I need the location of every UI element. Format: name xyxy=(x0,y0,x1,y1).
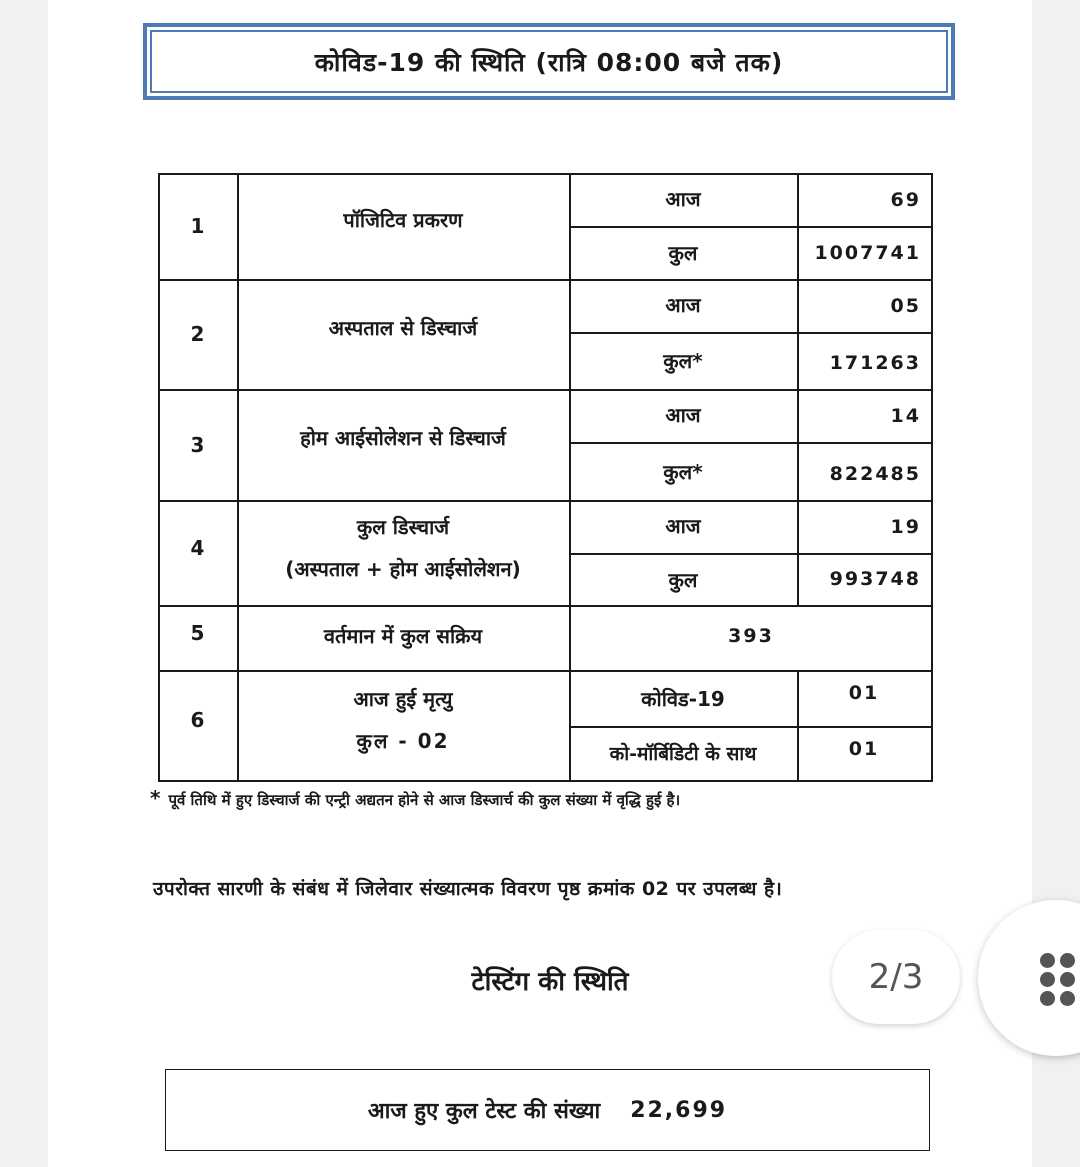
tests-label: आज हुए कुल टेस्ट की संख्या xyxy=(367,1099,601,1124)
row-5-label: वर्तमान में कुल सक्रिय xyxy=(323,623,483,648)
row-4-label-line1: कुल डिस्चार्ज xyxy=(356,514,450,539)
row-4-total-value: 993748 xyxy=(829,568,921,590)
row-1-total-value: 1007741 xyxy=(814,241,921,264)
row-2-label: अस्पताल से डिस्चार्ज xyxy=(328,315,478,340)
row-2-today-value: 05 xyxy=(890,294,921,317)
row-4-sno: 4 xyxy=(190,535,205,560)
row-1-label: पॉजिटिव प्रकरण xyxy=(343,207,463,232)
row-1-total-label: कुल xyxy=(668,241,698,265)
row-6-sno: 6 xyxy=(190,708,205,732)
row-2-total-value: 171263 xyxy=(829,352,921,374)
page-title: कोविड-19 की स्थिति (रात्रि 08:00 बजे तक) xyxy=(150,30,948,93)
row-4-label-line2: (अस्पताल + होम आईसोलेशन) xyxy=(285,556,521,581)
row-3-total-label: कुल* xyxy=(663,459,703,484)
row-4-today-label: आज xyxy=(665,513,701,538)
row-3-today-label: आज xyxy=(665,402,701,427)
row-6-label-line1: आज हुई मृत्यु xyxy=(353,686,453,711)
row-2-sno: 2 xyxy=(190,322,205,346)
row-1-today-label: आज xyxy=(665,186,701,211)
row-3-today-value: 14 xyxy=(890,404,921,427)
footnote xyxy=(150,786,680,810)
row-1-today-value: 69 xyxy=(890,188,921,211)
tests-value: 22,699 xyxy=(630,1097,728,1123)
page-indicator[interactable]: 2/3 xyxy=(832,930,960,1024)
tests-box xyxy=(165,1069,930,1151)
row-4-today-value: 19 xyxy=(890,515,921,538)
row-1-sno: 1 xyxy=(190,214,205,238)
row-2-total-label: कुल* xyxy=(663,349,703,373)
apps-grid-icon xyxy=(1040,953,1080,1005)
row-3-sno: 3 xyxy=(190,432,205,457)
row-5-value: 393 xyxy=(728,625,774,647)
row-5-sno: 5 xyxy=(190,620,205,645)
testing-title: टेस्टिंग की स्थिति xyxy=(471,967,629,997)
row-2-today-label: आज xyxy=(665,292,701,317)
reference-text: उपरोक्त सारणी के संबंध में जिलेवार संख्यात्मक विवरण पृष्ठ क्रमांक 02 पर उपलब्ध है। xyxy=(153,878,783,900)
row-6-label-line2: कुल - 02 xyxy=(356,728,450,753)
row-3-total-value: 822485 xyxy=(829,462,921,485)
row-6-comorbidity-value: 01 xyxy=(848,737,880,760)
title-box xyxy=(143,23,955,100)
row-4-total-label: कुल xyxy=(668,567,698,592)
row-6-covid-value: 01 xyxy=(848,681,880,704)
footnote-text: पूर्व तिथि में हुए डिस्चार्ज की एन्ट्री अद्यतन होने से आज डिस्जार्च की कुल संख्या में वृद्धि हुई है। xyxy=(168,791,681,809)
row-6-comorbidity-label: को-मॉर्बिडिटी के साथ xyxy=(609,743,757,765)
row-3-label: होम आईसोलेशन से डिस्चार्ज xyxy=(300,426,506,450)
row-6-covid-label: कोविड-19 xyxy=(641,686,725,711)
footnote-star: * xyxy=(150,786,161,810)
